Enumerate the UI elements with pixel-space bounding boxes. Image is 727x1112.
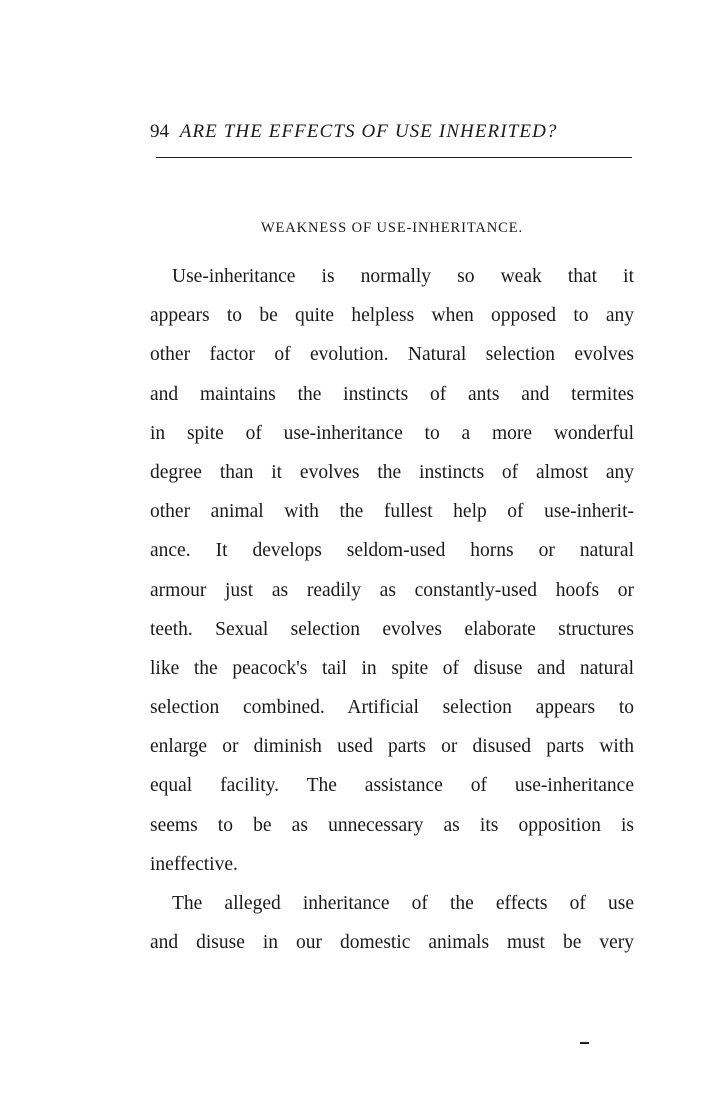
section-heading: WEAKNESS OF USE-INHERITANCE. [260,220,524,236]
signature-mark [580,1042,589,1044]
text-line: selection combined. Artificial selection appears to [150,697,634,719]
page-number: 94 [150,121,169,142]
text-line: other animal with the fullest help of use-inherit- [150,501,634,523]
text-line: and maintains the instincts of ants and termites [150,383,634,405]
paragraph [150,257,634,884]
text-line: equal facility. The assistance of use-inheritance [150,775,634,797]
text-line: Use-inheritance is normally so weak that it [172,266,634,287]
body-text [150,257,634,962]
text-line: and disuse in our domestic animals must be very [150,932,634,954]
text-line: armour just as readily as constantly-used hoofs or [150,579,634,601]
text-line: other factor of evolution. Natural selection evolves [150,344,634,366]
running-title: ARE THE EFFECTS OF USE INHERITED? [179,121,558,142]
text-line: ineffective. [150,853,238,875]
text-line: degree than it evolves the instincts of almost any [150,461,634,483]
text-line: teeth. Sexual selection evolves elaborate structures [150,618,634,640]
text-line: in spite of use-inheritance to a more wonderful [150,422,634,444]
text-line: The alleged inheritance of the effects of use [172,893,634,914]
text-line: seems to be as unnecessary as its opposition is [150,814,634,836]
text-line: appears to be quite helpless when opposed to any [150,305,634,327]
running-head [150,120,634,144]
paragraph [150,884,634,962]
header-rule [156,157,632,158]
text-line: ance. It develops seldom-used horns or natural [150,540,634,562]
text-line: like the peacock's tail in spite of disuse and natural [150,657,634,679]
text-line: enlarge or diminish used parts or disused parts with [150,736,634,758]
